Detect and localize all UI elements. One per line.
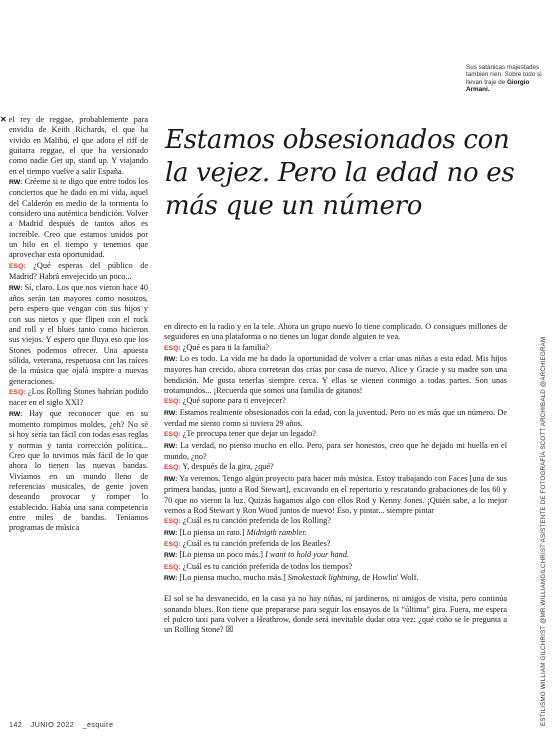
- speaker-tag-rw: RW:: [164, 409, 178, 417]
- paragraph-text: el rey de reggae, probablemente para envidia de Keith Richards, el que ha vivido en Malibú, el que adora el riff de guitarra reggae, el que ha versionado como nadie Get up, stand up. Y viajando en el tiempo vuelve a salir España.: [8, 115, 148, 176]
- left-column: [0, 115, 149, 534]
- issue-date: JUNIO 2022: [30, 720, 75, 729]
- paragraph-gap: [164, 584, 507, 594]
- caption-brand: Giorgio Armani.: [466, 78, 530, 94]
- paragraph-text: ¿Los Rolling Stones habrían podido nacer en el siglo XXI?: [9, 386, 149, 408]
- lead-paragraph: [0, 115, 148, 177]
- speaker-tag-rw: RW:: [164, 574, 178, 582]
- qa-paragraph: [164, 573, 507, 584]
- paragraph-text: [Lo piensa un poco más.]: [179, 550, 264, 560]
- caption-text: Sus satánicas majestades también ríen. Sobre todo si llevan traje de: [466, 64, 542, 86]
- qa-paragraph: [9, 177, 148, 261]
- paragraph-text: La verdad, no pienso mucho en ello. Pero, para ser honestos, creo que he dejado mi huella en el mundo, ¿no?: [164, 440, 507, 462]
- qa-paragraph: [164, 441, 507, 463]
- speaker-tag-esq: ESQ:: [164, 344, 181, 352]
- paragraph-text: Y, después de la gira, ¿qué?: [182, 462, 274, 472]
- qa-paragraph: [164, 550, 507, 561]
- qa-paragraph: [9, 283, 148, 387]
- speaker-tag-rw: RW:: [164, 552, 178, 560]
- speaker-tag-esq: ESQ:: [164, 563, 181, 571]
- speaker-tag-esq: ESQ:: [164, 431, 181, 439]
- paragraph-text: en directo en la radio y en la tele. Ahora un grupo nuevo lo tiene complicado. O consigues millones de seguidores en una plataforma o no tienes un lugar donde alguien te vea.: [164, 322, 507, 342]
- paragraph-tail: de Howlin' Wolf.: [360, 572, 419, 582]
- speaker-tag-rw: RW:: [9, 284, 23, 292]
- qa-paragraph: [164, 562, 507, 573]
- speaker-tag-rw: RW:: [164, 356, 178, 364]
- song-title: Midnigth rambler.: [246, 527, 307, 537]
- page-footer: [9, 720, 119, 729]
- qa-paragraph: [9, 261, 148, 283]
- right-column: [164, 322, 507, 636]
- speaker-tag-esq: ESQ:: [164, 464, 181, 472]
- speaker-tag-rw: RW:: [164, 529, 178, 537]
- qa-paragraph: [164, 516, 507, 527]
- paragraph-text: ¿Cuál es tu canción preferida de los Beatles?: [182, 538, 331, 548]
- paragraph-text: Hay que reconocer que en su momento rompimos moldes, ¿eh? No sé si hoy sería tan fácil con todas esas reglas y normas y tanta corrección política... Creo que lo tuvimos más fácil de lo que ahora lo tienen las nuevas bandas. Vivíamos en un mundo lleno de referencias musicales, de gente joven deseando provocar y romper lo establecido. Había una sana competencia entre miles de bandas. Teníamos programas de música: [9, 408, 148, 533]
- body-paragraph: [164, 322, 507, 343]
- photo-credits: ESTILISMO WILLIAM GILCHRIST @MR.WILLIAMGILCHRIST ASISTENTE DE FOTOGRAFÍA SCOTT ARCHIBALD @ARCHIEGRAM: [540, 336, 547, 726]
- speaker-tag-esq: ESQ:: [9, 388, 26, 396]
- paragraph-text: ¿Te preocupa tener que dejar un legado?: [182, 429, 316, 439]
- song-title: Smokestack lightning,: [287, 572, 361, 582]
- song-title: I want to hold your hand.: [265, 550, 349, 560]
- qa-paragraph: [164, 429, 507, 440]
- paragraph-text: Sí, claro. Los que nos vieron hace 40 años serán tan mayores como nosotros, pero espero que vengan con sus hijos y con sus nietos y que flipen con el rock and roll y el blues tanto como hicieron sus viejos. Y espero que fluya eso que los Stones podemos ofrecer. Una apuesta sólida, veterana, respetuosa con las raíces de la música que ojalá inspire a nuevas generaciones.: [9, 282, 148, 386]
- paragraph-text: ¿Cuál es tu canción preferida de los Rolling?: [182, 516, 331, 526]
- qa-paragraph: [164, 396, 507, 407]
- qa-paragraph: [164, 539, 507, 550]
- paragraph-text: [Lo piensa un rato.]: [179, 527, 245, 537]
- paragraph-text: Ya veremos. Tengo algún proyecto para hacer más música. Estoy trabajando con Faces [una de sus primera bandas, junto a Rod Stewart], excavando en el repertorio y rescatando grabaciones de los 60 y 70 que no vieron la luz. Quizás hagamos algo con ellos Rod y Kenny Jones. ¡Quién sabe, a lo mejor vemos a Rod Stewart y Ron Wood juntos de nuevo! Eso, y pintar... siempre pintar: [164, 473, 507, 515]
- qa-paragraph: [164, 528, 507, 539]
- qa-paragraph: [164, 354, 507, 396]
- magazine-name: _esquire: [82, 720, 114, 729]
- qa-paragraph: [164, 408, 507, 430]
- paragraph-text: ¿Qué esperas del público de Madrid? Habrá envejecido un poco...: [9, 260, 149, 282]
- paragraph-text: Lo es todo. La vida me ha dado la oportunidad de volver a criar unas niñas a esta edad. Mis hijos mayores han crecido, ahora corretean dos crías por casa de nuevo. Alice y Gracie y su madre son una bendición. Me gusta tenerlas siempre cerca. Y ellas se vienen conmigo a todas partes. Son unas trotamundos... ¡Recuerda que somos una familia de gitanos!: [164, 354, 508, 396]
- qa-paragraph: [164, 462, 507, 473]
- paragraph-text: El sol se ha desvanecido, en la casa ya no hay niñas, ni jardineros, ni amigos de visita, pero continúa sonando blues. Ron tiene que prepararse para seguir los ensayos de la “última” gira. Fuera, me espera el pulcro taxi para volver a Heathrow, donde será inevitable dudar otra vez: ¿qué coño se le pregunta a un Rolling Stone?: [164, 594, 507, 635]
- pull-quote: Estamos obsesionados con la vejez. Pero la edad no es más que un número: [165, 125, 515, 221]
- speaker-tag-esq: ESQ:: [164, 398, 181, 406]
- speaker-tag-rw: RW:: [164, 442, 178, 450]
- paragraph-text: [Lo piensa mucho, mucho más.]: [179, 572, 286, 582]
- paragraph-text: ¿Qué supone para ti envejecer?: [182, 396, 286, 406]
- paragraph-text: ¿Cuál es tu canción preferida de todos los tiempos?: [182, 561, 353, 571]
- qa-paragraph: [164, 474, 507, 516]
- speaker-tag-esq: ESQ:: [164, 518, 181, 526]
- continuation-mark: ✕: [0, 115, 7, 124]
- paragraph-text: ¿Qué es para ti la familia?: [182, 342, 270, 352]
- qa-paragraph: [9, 409, 148, 534]
- end-mark-icon: ☒: [225, 625, 234, 635]
- qa-paragraph: [9, 387, 148, 409]
- speaker-tag-rw: RW:: [9, 179, 23, 187]
- paragraph-text: Estamos realmente obsesionados con la edad, con la juventud. Pero no es más que un número. De verdad me siento como si tuviera 29 años.: [164, 407, 507, 429]
- speaker-tag-rw: RW:: [9, 410, 23, 418]
- paragraph-text: Créeme si te digo que entre todos los conciertos que he dado en mi vida, aquel del Calderón en medio de la tormenta lo considero una auténtica bendición. Volver a Madrid después de tantos años es increíble. Creo que estamos unidos por un hilo en el tiempo y tenemos que aprovechar esta oportunidad.: [9, 177, 148, 260]
- speaker-tag-esq: ESQ:: [9, 262, 26, 270]
- body-paragraph: [164, 594, 507, 635]
- qa-paragraph: [164, 343, 507, 354]
- photo-caption: [466, 64, 542, 94]
- speaker-tag-rw: RW:: [164, 475, 178, 483]
- page-number: 142: [9, 720, 23, 729]
- speaker-tag-esq: ESQ:: [164, 540, 181, 548]
